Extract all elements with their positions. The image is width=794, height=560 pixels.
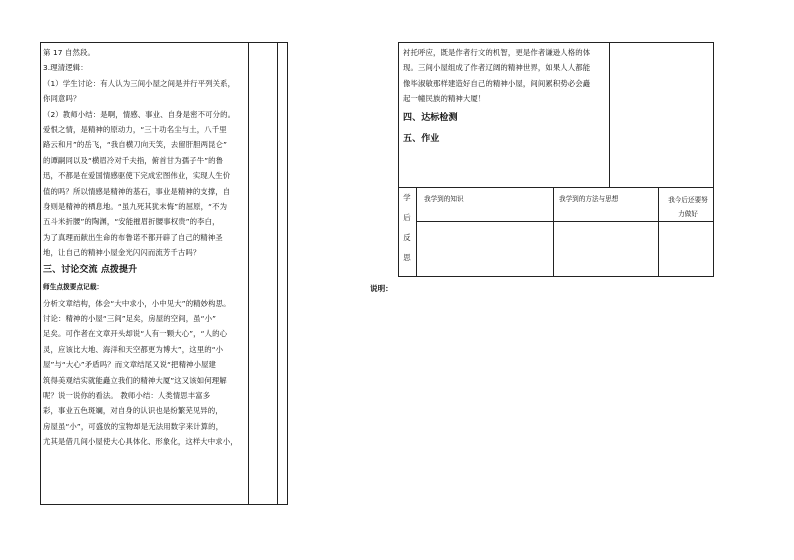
text-line: 尤其是借几间小屋使大心具体化、形象化，这样大中求小，: [43, 437, 238, 447]
reflection-top-line: [398, 187, 714, 188]
text-line: 路云和月”的岳飞，“我自横刀向天笑，去留肝胆两昆仑”: [43, 140, 228, 150]
text-line: 像毕淑敏那样建造好自己的精神小屋，间间累积势必会矗: [403, 78, 591, 88]
left-column-divider-2: [277, 42, 278, 505]
text-line: 爱恨之情，是精神的原动力，“三十功名尘与土，八千里: [43, 125, 227, 135]
reflection-col-divider-1: [553, 187, 554, 277]
side-label-char: 后: [403, 213, 411, 222]
note-label: 说明：: [370, 284, 393, 293]
text-line: 你同意吗？: [43, 94, 81, 104]
text-line: 灵，应该比大地、海洋和天空都更为博大”，这里的“小: [43, 344, 224, 354]
text-line: 现。三间小屋组成了作者辽阔的精神世界，如果人人都能: [403, 63, 591, 73]
right-column-divider: [609, 42, 610, 187]
right-lesson-text: [403, 45, 608, 149]
left-lesson-text: [43, 45, 247, 450]
reflection-mid-line: [416, 221, 714, 222]
text-line: 起一幢民族的精神大厦！: [403, 94, 486, 104]
side-label-char: 反: [403, 233, 411, 242]
text-line: 房屋虽“小”，可盛放的宝物却是无法用数字来计算的，: [43, 421, 224, 431]
text-line: 呢？说一说你的看法。 教师小结：人类情思丰富多: [43, 390, 211, 400]
text-line: 值的吗？所以情感是精神的基石，事业是精神的支撑，自: [43, 186, 231, 196]
text-line: 衬托呼应，既是作者行文的机智，更是作者谦逊人格的体: [403, 48, 591, 57]
reflection-col-knowledge: 我学到的知识: [424, 195, 464, 203]
text-line: 筑得美观结实就能矗立我们的精神大厦”这又该如何理解: [43, 375, 227, 385]
left-column-divider-1: [248, 42, 249, 505]
text-line: 地，让自己的精神小屋金光闪闪而流芳千古吗？: [43, 248, 201, 258]
side-label-char: 思: [403, 253, 411, 262]
text-line: （1）学生讨论：有人认为三间小屋之间是并行平列关系，: [43, 78, 236, 88]
text-line: 师生点拨要点记载：: [43, 283, 104, 292]
reflection-side-label: [398, 191, 416, 265]
text-line: 3.理清逻辑：: [43, 63, 88, 73]
reflection-col-improve: [663, 193, 713, 221]
reflection-col-improve-line1: 我今后还要努: [668, 196, 708, 204]
text-line: 屋”与“大心”矛盾吗？而文章结尾又说“把精神小屋建: [43, 360, 217, 370]
text-line: 迅，不都是在爱国情感驱使下完成宏图伟业，实现人生价: [43, 171, 231, 181]
reflection-col-improve-line2: 力做好: [678, 210, 698, 218]
text-line: 足矣。可作者在文章开头却说“人有一颗大心”，“人的心: [43, 329, 228, 339]
side-label-char: 学: [403, 193, 411, 202]
text-line: 第 17 自然段。: [43, 48, 95, 57]
text-line: 彩，事业五色斑斓，对自身的认识也是纷繁芜见异的，: [43, 406, 223, 416]
reflection-label-divider: [416, 187, 417, 277]
text-line: 为了真理而献出生命的布鲁诺不都开辟了自己的精神圣: [43, 232, 223, 242]
text-line: 的谭嗣同以及“横眉冷对千夫指，俯首甘为孺子牛”的鲁: [43, 155, 224, 165]
section-heading: 三、讨论交流 点拨提升: [43, 264, 138, 275]
text-line: 分析文章结构，体会“大中求小，小中见大”的精妙构思。: [43, 298, 231, 308]
text-line: 五斗米折腰”的陶渊，“安能摧眉折腰事权贵”的李白，: [43, 217, 220, 227]
section-heading: 五、作业: [403, 134, 440, 145]
reflection-col-methods: 我学到的方法与思想: [559, 195, 619, 203]
text-line: 身则是精神的栖息地。“虽九死其犹未悔”的屈原，“不为: [43, 202, 228, 212]
text-line: 讨论：精神的小屋“三间”足矣，房屋的空间，虽“小”: [43, 313, 217, 323]
reflection-col-divider-2: [658, 187, 659, 277]
text-line: （2）教师小结：是啊，情感、事业、自身是密不可分的。: [43, 109, 236, 119]
section-heading: 四、达标检测: [403, 112, 458, 123]
